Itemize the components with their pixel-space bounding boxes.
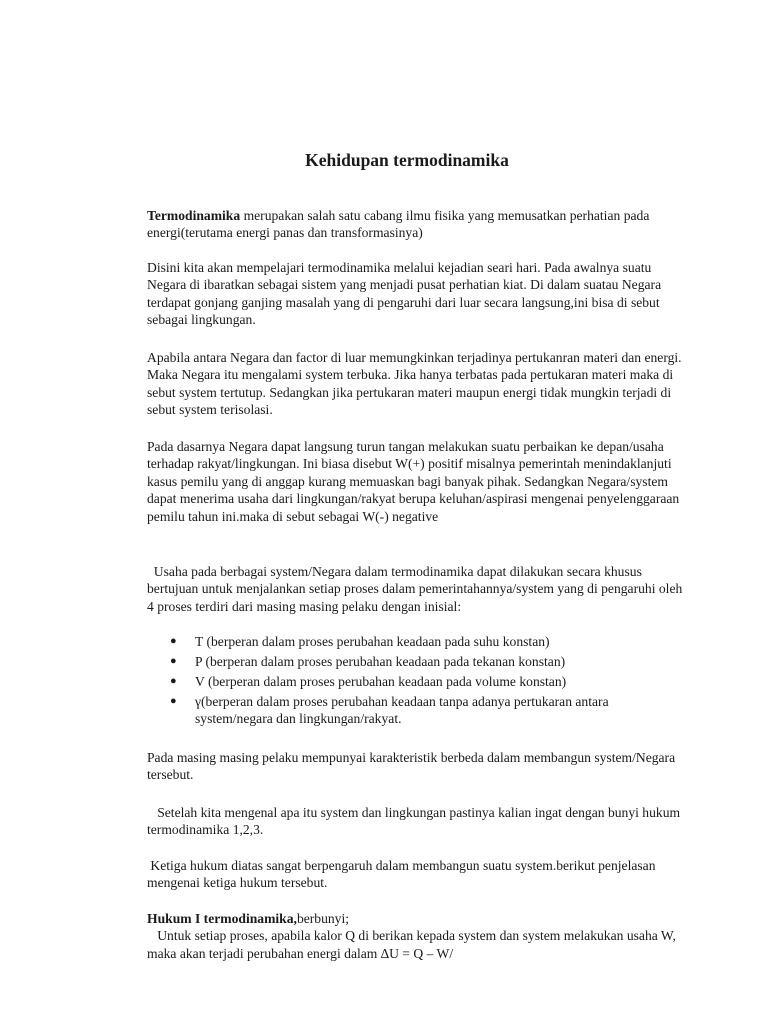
paragraph-definition <box>147 207 687 242</box>
list-item-text: P (berperan dalam proses perubahan keadaan pada tekanan konstan) <box>195 654 566 669</box>
process-list <box>147 633 687 730</box>
bullet-icon: ● <box>170 675 177 687</box>
paragraph-processes <box>147 563 687 615</box>
list-item <box>147 633 687 650</box>
list-item <box>147 653 687 670</box>
list-item <box>147 673 687 690</box>
paragraph-intro: Disini kita akan mempelajari termodinamika melalui kejadian seari hari. Pada awalnya suatu Negara di ibaratkan sebagai sistem yang menjadi pusat perhatian kiat. Di dalam suatau Negara terdapat gonjang ganjing masalah yang di pengaruhi dari luar secara langsung,ini bisa di sebut sebagai lingkungan. <box>147 260 662 328</box>
bullet-icon: ● <box>170 635 177 647</box>
bullet-icon: ● <box>170 655 177 667</box>
paragraph-first-law <box>147 910 687 962</box>
list-item-text: T (berperan dalam proses perubahan keadaan pada suhu konstan) <box>195 634 550 649</box>
list-item-text: V (berperan dalam proses perubahan keadaan pada volume konstan) <box>195 674 567 689</box>
bullet-icon: ● <box>170 695 177 707</box>
definition-text: merupakan salah satu cabang ilmu fisika yang memusatkan perhatian pada energi(terutama energi panas dan transformasinya) <box>147 208 650 241</box>
paragraph-system-types: Apabila antara Negara dan factor di luar memungkinkan terjadinya pertukanran materi dan energi. Maka Negara itu mengalami system terbuka. Jika hanya terbatas pada pertukaran materi maka di sebut system tertutup. Sedangkan jika pertukaran materi maupun energi tidak mungkin terjadi di sebut system terisolasi. <box>147 350 682 418</box>
processes-text: Usaha pada berbagai system/Negara dalam termodinamika dapat dilakukan secara khusus bertujuan untuk menjalankan setiap proses dalam pemerintahannya/system yang di pengaruhi oleh 4 proses terdiri dari masing masing pelaku dengan inisial: <box>147 564 683 614</box>
first-law-heading-suffix: berbunyi; <box>296 911 350 926</box>
list-item <box>147 693 687 728</box>
paragraph-laws-influence <box>147 857 687 892</box>
laws-influence-text: Ketiga hukum diatas sangat berpengaruh dalam membangun suatu system.berikut penjelasan mengenai ketiga hukum tersebut. <box>147 858 656 891</box>
paragraph-laws-intro <box>147 804 687 839</box>
document-title: Kehidupan termodinamika <box>305 150 509 170</box>
list-item-text: γ(berperan dalam proses perubahan keadaan tanpa adanya pertukaran antara system/negara dan lingkungan/rakyat. <box>195 694 609 727</box>
first-law-statement: Untuk setiap proses, apabila kalor Q di berikan kepada system dan system melakukan usaha W, maka akan terjadi perubahan energi dalam ∆U = Q – W/ <box>147 928 676 961</box>
paragraph-characteristics: Pada masing masing pelaku mempunyai karakteristik berbeda dalam membangun system/Negara tersebut. <box>147 750 676 783</box>
first-law-heading: Hukum I termodinamika, <box>147 911 297 926</box>
laws-intro-text: Setelah kita mengenal apa itu system dan lingkungan pastinya kalian ingat dengan bunyi hukum termodinamika 1,2,3. <box>147 805 681 838</box>
term-termodinamika: Termodinamika <box>147 208 241 223</box>
paragraph-work: Pada dasarnya Negara dapat langsung turun tangan melakukan suatu perbaikan ke depan/usaha terhadap rakyat/lingkungan. Ini biasa disebut W(+) positif misalnya pemerintah menindaklanjuti kasus pemilu yang di anggap kurang memuaskan bagi banyak pihak. Sedangkan Negara/system dapat menerima usaha dari lingkungan/rakyat berupa keluhan/aspirasi mengenai penyelenggaraan pemilu tahun ini.maka di sebut sebagai W(-) negative <box>147 439 680 524</box>
